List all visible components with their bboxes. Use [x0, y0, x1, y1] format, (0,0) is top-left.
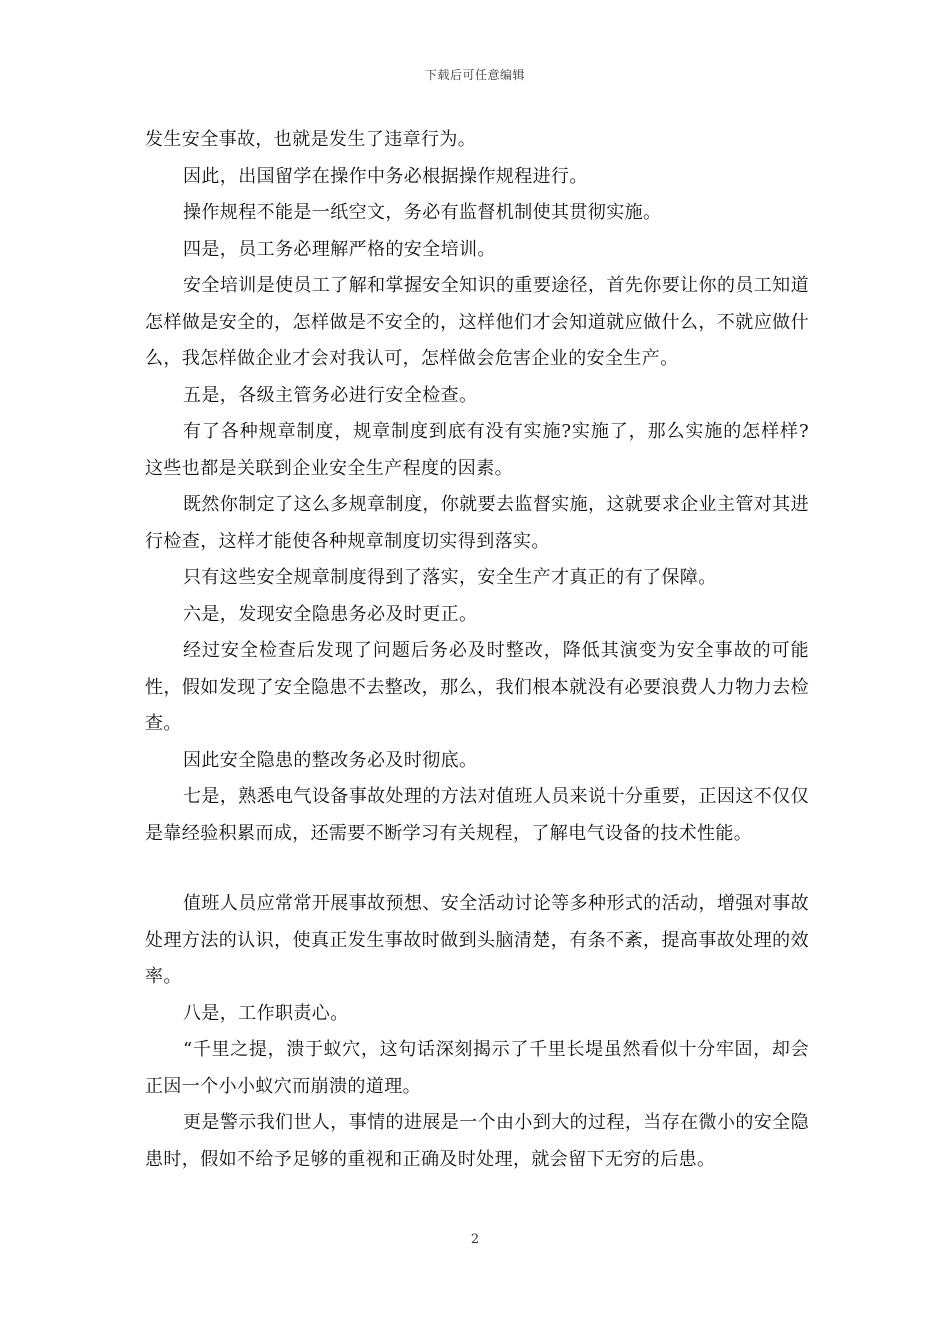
paragraph: “千里之提，溃于蚁穴，这句话深刻揭示了千里长堤虽然看似十分牢固，却会正因一个小小蚁穴而崩溃的道理。 — [145, 1039, 809, 1097]
paragraph: 只有这些安全规章制度得到了落实，安全生产才真正的有了保障。 — [183, 567, 717, 588]
paragraph: 安全培训是使员工了解和掌握安全知识的重要途径，首先你要让你的员工知道怎样做是安全的，怎样做是不安全的，这样他们才会知道就应做什么，不就应做什么，我怎样做企业才会对我认可，怎样做会危害企业的安全生产。 — [145, 275, 809, 369]
paragraph: 更是警示我们世人，事情的进展是一个由小到大的过程，当存在微小的安全隐患时，假如不给予足够的重视和正确及时处理，就会留下无穷的后患。 — [145, 1112, 809, 1170]
section-heading: 八是，工作职责心。 — [183, 1002, 349, 1024]
page-number: 2 — [470, 1232, 480, 1247]
paragraph: 既然你制定了这么多规章制度，你就要去监督实施，这就要求企业主管对其进行检查，这样才能使各种规章制度切实得到落实。 — [145, 494, 809, 552]
section-heading: 六是，发现安全隐患务必及时更正。 — [183, 603, 478, 625]
section-heading: 五是，各级主管务必进行安全检查。 — [183, 384, 478, 406]
paragraph: 有了各种规章制度，规章制度到底有没有实施?实施了，那么实施的怎样样?这些也都是关联到企业安全生产程度的因素。 — [145, 421, 809, 479]
paragraph: 操作规程不能是一纸空文，务必有监督机制使其贯彻实施。 — [183, 202, 662, 223]
paragraph: 值班人员应常常开展事故预想、安全活动讨论等多种形式的活动，增强对事故处理方法的认识，使真正发生事故时做到头脑清楚，有条不紊，提高事故处理的效率。 — [145, 893, 809, 987]
section-heading: 七是，熟悉电气设备事故处理的方法对值班人员来说十分重要，正因这不仅仅是靠经验积累而成，还需要不断学习有关规程，了解电气设备的技术性能。 — [145, 786, 809, 844]
paragraph: 因此安全隐患的整改务必及时彻底。 — [183, 749, 478, 771]
paragraph: 发生安全事故，也就是发生了违章行为。 — [145, 129, 477, 150]
page-header: 下载后可任意编辑 — [424, 68, 525, 82]
paragraph: 因此，出国留学在操作中务必根据操作规程进行。 — [183, 165, 588, 187]
section-heading: 四是，员工务必理解严格的安全培训。 — [183, 238, 496, 260]
paragraph: 经过安全检查后发现了问题后务必及时整改，降低其演变为安全事故的可能性，假如发现了安全隐患不去整改，那么，我们根本就没有必要浪费人力物力去检查。 — [145, 640, 809, 734]
document-body — [145, 122, 809, 1178]
